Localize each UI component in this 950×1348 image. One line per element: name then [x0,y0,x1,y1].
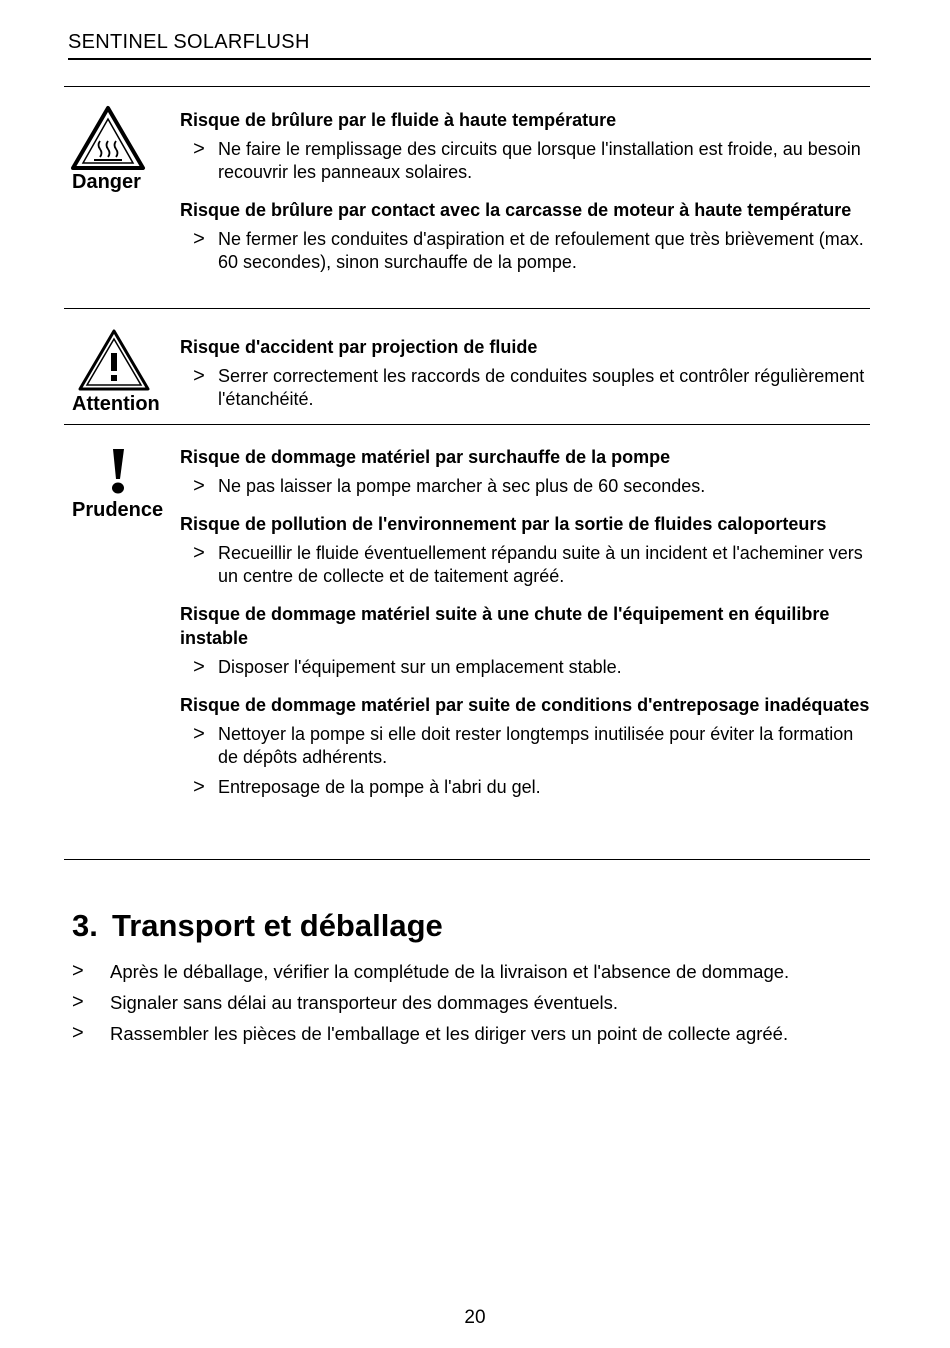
safety-item-title: Risque de brûlure par le fluide à haute température [180,110,617,130]
bullet-arrow-icon: > [193,723,205,745]
safety-bullet-text: Ne fermer les conduites d'aspiration et de refoulement que très brièvement (max. 60 secondes), sinon surchauffe de la pompe. [218,229,864,272]
page-number: 20 [464,1307,486,1328]
running-header: SENTINEL SOLARFLUSH [68,31,871,60]
section-number: 3. [72,908,98,943]
safety-side-attention [64,309,180,424]
exclamation-warning-triangle-icon [76,327,152,393]
safety-bullet [180,656,870,679]
safety-bullet-text: Disposer l'équipement sur un emplacement stable. [218,657,622,677]
bullet-arrow-icon: > [72,960,84,982]
safety-content-danger [180,87,870,308]
bullet-arrow-icon: > [193,365,205,387]
safety-item-title: Risque de dommage matériel par surchauffe de la pompe [180,447,671,467]
safety-bullet-text: Recueillir le fluide éventuellement répandu suite à un incident et l'acheminer vers un centre de collecte et de taitement agréé. [218,543,863,586]
safety-bullet [180,776,870,799]
safety-bullet [180,475,870,498]
section-bullet [72,987,872,1018]
safety-item-title: Risque d'accident par projection de fluide [180,337,538,357]
safety-bullet-text: Entreposage de la pompe à l'abri du gel. [218,777,541,797]
safety-bullet-text: Serrer correctement les raccords de conduites souples et contrôler régulièrement l'étanchéité. [218,366,865,409]
safety-bullet-text: Ne pas laisser la pompe marcher à sec plus de 60 secondes. [218,476,706,496]
safety-content-attention [180,309,870,424]
section-heading [72,908,872,944]
safety-row-prudence [64,424,870,860]
safety-row-danger [64,86,870,308]
safety-bullet [180,542,870,588]
bullet-arrow-icon: > [193,776,205,798]
safety-item-title: Risque de dommage matériel suite à une chute de l'équipement en équilibre instable [180,604,830,648]
safety-row-attention [64,308,870,424]
safety-side-prudence [64,425,180,859]
safety-side-danger [64,87,180,308]
bullet-arrow-icon: > [193,138,205,160]
safety-bullet-text: Ne faire le remplissage des circuits que lorsque l'installation est froide, au besoin recouvrir les panneaux solaires. [218,139,861,182]
safety-item-title: Risque de dommage matériel par suite de conditions d'entreposage inadéquates [180,695,870,715]
safety-bullet-text: Nettoyer la pompe si elle doit rester longtemps inutilisée pour éviter la formation de dépôts adhérents. [218,724,854,767]
safety-label-prudence: Prudence [72,499,164,521]
bullet-arrow-icon: > [72,1022,84,1044]
safety-bullet [180,138,870,184]
section-bullet-text: Après le déballage, vérifier la complétude de la livraison et l'absence de dommage. [110,961,790,982]
bullet-arrow-icon: > [193,475,205,497]
safety-table [64,86,870,860]
section-bullet-text: Signaler sans délai au transporteur des dommages éventuels. [110,992,619,1013]
section-bullet-text: Rassembler les pièces de l'emballage et les diriger vers un point de collecte agréé. [110,1023,789,1044]
exclamation-mark-icon [108,447,128,495]
safety-label-danger: Danger [72,171,141,193]
section-bullet [72,956,872,987]
bullet-arrow-icon: > [193,228,205,250]
safety-bullet [180,723,870,769]
safety-content-prudence [180,425,870,859]
safety-bullet [180,365,870,411]
safety-bullet [180,228,870,274]
section-transport [72,908,872,1049]
section-title: Transport et déballage [112,908,443,943]
bullet-arrow-icon: > [193,542,205,564]
safety-item-title: Risque de brûlure par contact avec la carcasse de moteur à haute température [180,200,852,220]
bullet-arrow-icon: > [193,656,205,678]
safety-label-attention: Attention [72,393,160,415]
hot-surface-warning-icon [70,105,146,171]
bullet-arrow-icon: > [72,991,84,1013]
safety-item-title: Risque de pollution de l'environnement par la sortie de fluides caloporteurs [180,514,827,534]
section-bullet [72,1018,872,1049]
